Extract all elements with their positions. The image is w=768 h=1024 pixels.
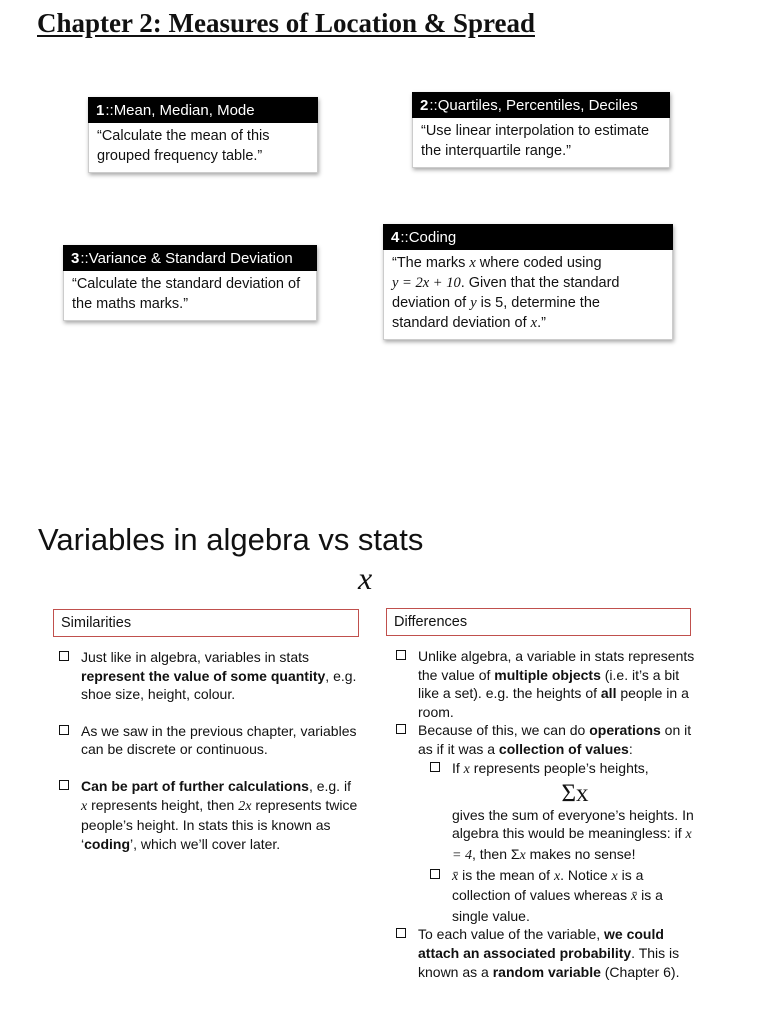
item-emphasis: random variable <box>492 963 601 980</box>
similarities-label: Similarities <box>53 609 359 637</box>
topic-separator: :: <box>105 101 114 119</box>
list-item <box>59 648 359 704</box>
topic-name: Mean, Median, Mode <box>113 101 255 119</box>
topic-card-header <box>412 92 670 118</box>
example-text: standard deviation of <box>392 315 531 331</box>
similarities-list <box>59 648 359 871</box>
topic-number: 3 <box>71 249 80 267</box>
topic-card-header <box>63 245 317 271</box>
math-mean: x̄ <box>452 868 459 884</box>
item-text: represents twice people’s height. In stats this is known as ‘ <box>81 796 358 852</box>
math-variable: x <box>530 315 538 331</box>
item-text: , e.g. if <box>308 777 351 794</box>
topic-card-2 <box>412 92 670 168</box>
topic-card-example <box>383 250 673 340</box>
coding-equation: y = 2x + 10 <box>392 275 461 291</box>
math-variable: x <box>611 868 618 884</box>
item-text: (i.e. it’s a bit like a set). e.g. the heights of <box>418 666 680 702</box>
item-text: Unlike algebra, a variable in stats represents the value of <box>418 648 695 683</box>
math-variable: x <box>519 847 526 863</box>
example-text: is 5, determine the <box>476 295 600 311</box>
item-emphasis: collection of values <box>498 740 629 757</box>
example-text: deviation of <box>392 295 471 311</box>
topic-card-1 <box>88 97 318 173</box>
topic-name: Coding <box>408 228 457 246</box>
sum-symbol <box>452 780 698 808</box>
topic-name: Quartiles, Percentiles, Deciles <box>437 96 638 114</box>
topic-card-4 <box>383 224 673 340</box>
topic-card-example: “Calculate the mean of this grouped frequency table.” <box>88 123 318 173</box>
topic-card-3 <box>63 245 317 321</box>
list-item <box>59 777 359 853</box>
topic-number: 1 <box>96 101 105 119</box>
item-text: represents height, then <box>87 796 239 813</box>
math-variable: x <box>553 868 561 884</box>
topic-card-header <box>88 97 318 123</box>
math-mean: x̄ <box>631 889 638 905</box>
math-variable: x <box>469 255 476 271</box>
item-emphasis: coding <box>84 835 131 852</box>
item-emphasis: represent the value of some quantity <box>81 667 326 684</box>
item-emphasis: all <box>600 685 617 702</box>
item-text: : <box>628 740 633 757</box>
list-item <box>396 647 698 721</box>
differences-label: Differences <box>386 608 691 636</box>
math-expression: x = 4 <box>452 827 692 863</box>
math-variable: y <box>470 295 477 311</box>
variable-symbol: x <box>358 560 373 596</box>
list-item <box>396 721 698 758</box>
differences-list <box>396 647 698 981</box>
topic-number: 4 <box>391 228 400 246</box>
item-emphasis: Can be part of further calculations <box>81 777 309 794</box>
checkbox-bullet-icon <box>59 651 69 661</box>
topic-separator: :: <box>400 228 409 246</box>
item-text: is a collection of values whereas <box>452 866 644 904</box>
topic-separator: :: <box>80 249 89 267</box>
topic-separator: :: <box>429 96 438 114</box>
checkbox-bullet-icon <box>396 650 406 660</box>
item-emphasis: multiple objects <box>494 666 601 683</box>
chapter-title: Chapter 2: Measures of Location & Spread <box>37 8 535 38</box>
item-text: is the mean of <box>458 866 554 883</box>
sub-list-item <box>430 866 698 926</box>
item-text: , then Σ <box>471 845 520 862</box>
list-item <box>59 722 359 759</box>
list-item <box>396 925 698 981</box>
example-text: where coded using <box>475 255 602 271</box>
checkbox-bullet-icon <box>396 724 406 734</box>
item-text: , e.g. shoe size, height, colour. <box>81 667 357 703</box>
checkbox-bullet-icon <box>396 928 406 938</box>
item-text: ’, which we’ll cover later. <box>130 835 281 852</box>
item-emphasis: we could attach an associated probability <box>418 926 664 961</box>
item-text: Because of this, we can do <box>418 722 590 739</box>
math-variable: x <box>463 761 470 777</box>
item-text: on it as if it was a <box>418 722 692 757</box>
example-text: “The marks <box>392 255 470 271</box>
checkbox-bullet-icon <box>430 869 440 879</box>
checkbox-bullet-icon <box>430 762 440 772</box>
math-variable: x <box>81 798 88 814</box>
checkbox-bullet-icon <box>59 725 69 735</box>
item-text: people in a room. <box>418 685 689 720</box>
math-expression: 2x <box>238 798 252 814</box>
topic-number: 2 <box>420 96 429 114</box>
section-title: Variables in algebra vs stats <box>38 522 424 557</box>
example-text: . Given that the standard <box>460 275 620 291</box>
item-text: If <box>452 759 464 776</box>
item-text: (Chapter 6). <box>600 963 680 980</box>
item-text: . Notice <box>560 866 612 883</box>
item-text: To each value of the variable, <box>418 926 605 943</box>
item-text: represents people’s heights, <box>469 759 649 776</box>
item-text: . This is known as a <box>418 944 680 980</box>
topic-card-example: “Use linear interpolation to estimate the interquartile range.” <box>412 118 670 168</box>
checkbox-bullet-icon <box>59 780 69 790</box>
sub-list-item <box>430 759 698 866</box>
item-text: Just like in algebra, variables in stats <box>81 649 309 665</box>
topic-card-header <box>383 224 673 250</box>
item-text: makes no sense! <box>525 845 636 862</box>
item-text: gives the sum of everyone’s heights. In algebra this would be meaningless: if <box>452 806 694 842</box>
example-text: .” <box>537 315 546 331</box>
item-text: is a single value. <box>452 887 663 924</box>
sum-expression: Σx <box>561 780 589 808</box>
item-emphasis: operations <box>589 722 661 739</box>
topic-name: Variance & Standard Deviation <box>88 249 293 267</box>
item-text: As we saw in the previous chapter, variables can be discrete or continuous. <box>81 722 357 758</box>
topic-card-example: “Calculate the standard deviation of the maths marks.” <box>63 271 317 321</box>
